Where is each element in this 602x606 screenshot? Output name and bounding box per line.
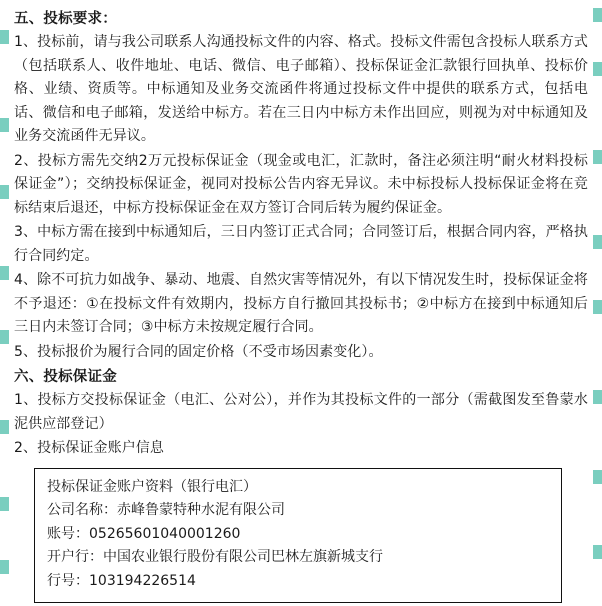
bank-account-title: 投标保证金账户资料（银行电汇）: [47, 478, 257, 495]
paragraph-requirement-3: 3、中标方需在接到中标通知后，三日内签订正式合同；合同签订后，根据合同内容，严格执行合同约定。: [14, 224, 588, 264]
edge-mark-right: [593, 300, 602, 314]
bank-account-bank-code: 行号：103194226514: [47, 572, 196, 589]
paragraph-requirement-2: 2、投标方需先交纳2万元投标保证金（现金或电汇，汇款时，备注必须注明“耐火材料投标保证金”）；交纳投标保证金，视同对投标公告内容无异议。未中标投标人投标保证金将在竞标结束后退还，中标方投标保证金在双方签订合同后转为履约保证金。: [14, 152, 588, 216]
edge-mark-left: [0, 560, 9, 574]
edge-mark-left: [0, 185, 9, 199]
section-heading-bid-bond: 六、投标保证金: [14, 369, 117, 385]
edge-mark-left: [0, 30, 9, 44]
edge-mark-left: [0, 266, 9, 280]
edge-mark-right: [593, 8, 602, 22]
bank-account-branch: 开户行：中国农业银行股份有限公司巴林左旗新城支行: [47, 549, 383, 565]
edge-mark-right: [593, 235, 602, 249]
edge-mark-left: [0, 420, 9, 434]
bank-account-box: [34, 468, 562, 604]
edge-mark-left: [0, 330, 9, 344]
paragraph-bid-bond-2: 2、投标保证金账户信息: [14, 440, 165, 456]
section-heading-bidding-requirements: 五、投标要求：: [14, 11, 117, 27]
edge-mark-right: [593, 62, 602, 76]
edge-mark-right: [593, 545, 602, 559]
paragraph-bid-bond-1: 1、投标方交投标保证金（电汇、公对公），并作为其投标文件的一部分（需截图发至鲁蒙水泥供应部登记）: [14, 392, 588, 432]
bank-account-number: 账号：05265601040001260: [47, 525, 241, 542]
edge-mark-left: [0, 497, 9, 511]
bank-account-company: 公司名称：赤峰鲁蒙特种水泥有限公司: [47, 502, 285, 518]
edge-mark-left: [0, 118, 9, 132]
paragraph-requirement-5: 5、投标报价为履行合同的固定价格（不受市场因素变化）。: [14, 343, 383, 360]
edge-mark-right: [593, 150, 602, 164]
edge-mark-right: [593, 470, 602, 484]
paragraph-requirement-4: 4、除不可抗力如战争、暴动、地震、自然灾害等情况外，有以下情况发生时，投标保证金将不予退还：①在投标文件有效期内，投标方自行撤回其投标书；②中标方在接到中标通知后三日内未签订合同；③中标方未按规定履行合同。: [14, 272, 588, 335]
edge-mark-right: [593, 390, 602, 404]
paragraph-requirement-1: 1、投标前，请与我公司联系人沟通投标文件的内容、格式。投标文件需包含投标人联系方式（包括联系人、收件地址、电话、微信、电子邮箱）、投标保证金汇款银行回执单、投标价格、业绩、资质等。中标通知及业务交流函件将通过投标文件中提供的联系方式，包括电话、微信和电子邮箱，发送给中标方。若在三日内中标方未作出回应，则视为对中标通知及业务交流函件无异议。: [14, 34, 588, 144]
